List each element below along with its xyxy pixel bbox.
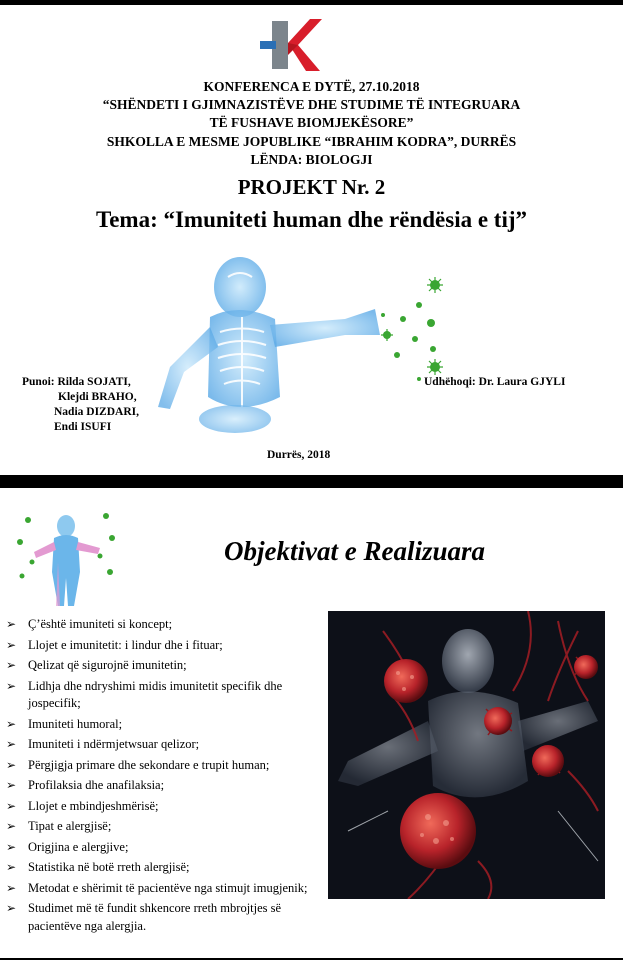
list-item: ➢ Llojet e mbindjeshmërisë;: [6, 798, 328, 816]
arrow-bullet-icon: ➢: [6, 737, 17, 751]
subject-line: LËNDA: BIOLOGJI: [250, 152, 373, 167]
virus-attack-image: [328, 611, 605, 899]
arrow-bullet-icon: ➢: [6, 860, 17, 874]
objectives-list: [6, 616, 328, 938]
author-name: Klejdi BRAHO,: [58, 391, 137, 403]
list-item: ➢ Imuniteti humoral;: [6, 716, 328, 734]
arrow-bullet-icon: ➢: [6, 901, 17, 915]
list-item: ➢ Studimet më të fundit shkencore rreth mbrojtjes së pacientëve nga alergjia.: [6, 901, 282, 933]
list-item: ➢ Metodat e shërimit të pacientëve nga stimujt imugjenik;: [6, 880, 328, 898]
slide-title: Objektivat e Realizuara: [224, 536, 485, 566]
human-skeleton-illustration: [140, 247, 400, 437]
list-item: ➢ Ç’është imuniteti si koncept;: [6, 616, 328, 634]
topic-title: Tema: “Imuniteti human dhe rëndësia e tij”: [95, 207, 528, 232]
footer-date: Durrës, 2018: [267, 449, 331, 461]
arrow-bullet-icon: ➢: [6, 819, 17, 833]
arrow-bullet-icon: ➢: [6, 778, 17, 792]
list-item: ➢ Llojet e imunitetit: i lindur dhe i fituar;: [6, 637, 328, 655]
arrow-bullet-icon: ➢: [6, 880, 17, 895]
list-item: ➢ Origjina e alergjive;: [6, 839, 328, 857]
list-item: ➢ Profilaksia dhe anafilaksia;: [6, 777, 328, 795]
list-item: ➢ Statistika në botë rreth alergjisë;: [6, 859, 328, 877]
arrow-bullet-icon: ➢: [6, 637, 17, 652]
list-item: ➢ Tipat e alergjisë;: [6, 818, 328, 836]
list-item: ➢ Qelizat që sigurojnë imunitetin;: [6, 657, 328, 675]
conference-line: KONFERENCA E DYTË, 27.10.2018: [203, 79, 420, 94]
title-slide: [0, 5, 623, 475]
arrow-bullet-icon: ➢: [6, 798, 17, 813]
list-item: ➢ Imuniteti i ndërmjetwsuar qelizor;: [6, 736, 328, 754]
conference-title-line-1: “SHËNDETI I GJIMNAZISTËVE DHE STUDIME TË INTEGRUARA: [102, 97, 521, 112]
arrow-bullet-icon: ➢: [6, 678, 17, 693]
school-line: SHKOLLA E MESME JOPUBLIKE “IBRAHIM KODRA”, DURRËS: [106, 134, 517, 149]
author-name: Endi ISUFI: [54, 421, 112, 433]
human-figure-icon: [14, 502, 119, 610]
virus-particles-icon: [375, 275, 455, 385]
arrow-bullet-icon: ➢: [6, 617, 17, 631]
arrow-bullet-icon: ➢: [6, 839, 17, 854]
list-item: ➢ Lidhja dhe ndryshimi midis imunitetit specifik dhe jospecifik;: [6, 678, 283, 710]
objectives-slide: [0, 488, 623, 958]
supervisor: Udhëhoqi: Dr. Laura GJYLI: [424, 376, 566, 388]
author-name: Nadia DIZDARI,: [54, 406, 139, 418]
arrow-bullet-icon: ➢: [6, 757, 17, 772]
conference-title-line-2: TË FUSHAVE BIOMJEKËSORE”: [209, 115, 414, 130]
arrow-bullet-icon: ➢: [6, 658, 17, 672]
project-number: PROJEKT Nr. 2: [237, 175, 386, 199]
list-item: ➢ Përgjigja primare dhe sekondare e trupit human;: [6, 757, 328, 775]
k-logo-icon: [258, 17, 322, 73]
authors-label: Punoi: Rilda SOJATI,: [22, 376, 131, 388]
arrow-bullet-icon: ➢: [6, 716, 17, 731]
